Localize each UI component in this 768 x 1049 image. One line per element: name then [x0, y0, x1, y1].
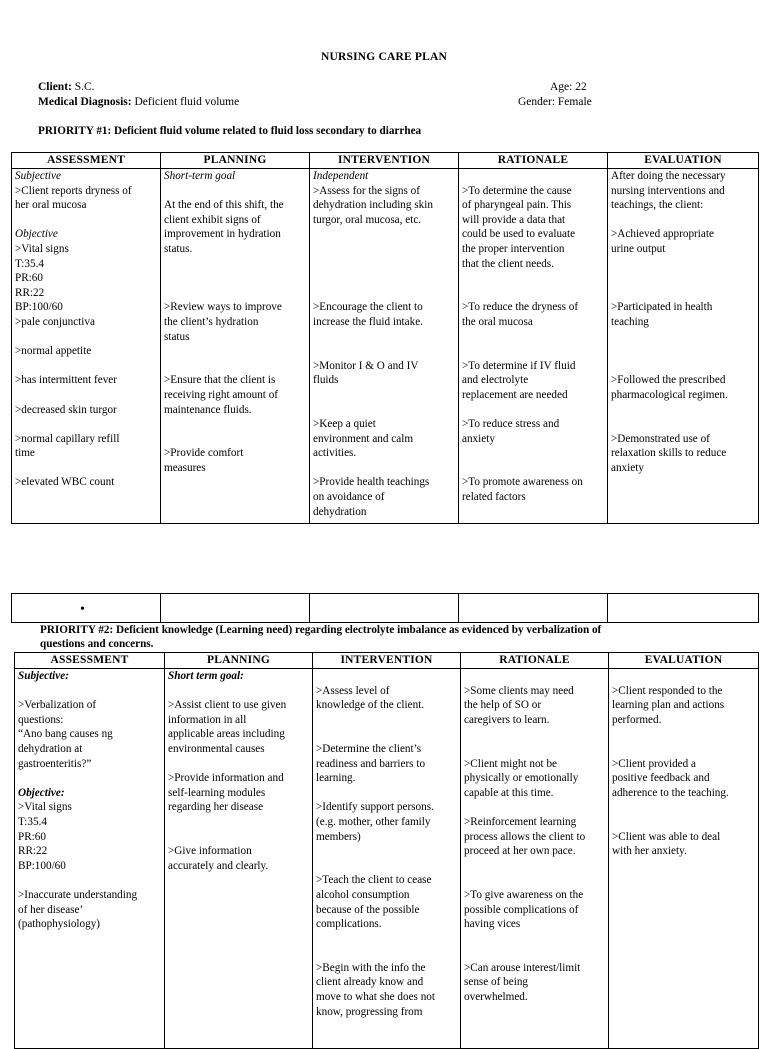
cell-text-line: status.	[164, 242, 193, 255]
cell-text-line: knowledge of the client.	[316, 699, 425, 712]
cell-text-line: >Provide comfort	[164, 447, 244, 460]
cell-text-line: because of the possible	[316, 903, 420, 916]
cell-text-line: >Can arouse interest/limit	[464, 961, 581, 974]
priority1-care-plan-table	[11, 152, 759, 524]
cell-spacer	[18, 771, 161, 786]
cell-spacer	[313, 461, 455, 476]
cell-text-line: >Client might not be	[464, 757, 558, 770]
cell-text-line: T:35.4	[18, 815, 47, 828]
cell-spacer	[164, 344, 306, 359]
age-text: Age: 22	[550, 81, 587, 93]
cell-text-line: Subjective:	[18, 670, 69, 682]
cell-text-line: questions:	[18, 713, 64, 726]
cell-spacer	[612, 800, 755, 815]
cell-text-line: >To determine if IV fluid	[462, 359, 576, 372]
cell-text-line: receiving right amount of	[164, 388, 279, 401]
cell-text-line: caregivers to learn.	[464, 713, 550, 726]
cell-text-line: activities.	[313, 447, 357, 460]
cell-text-line: time	[15, 447, 35, 460]
cell-spacer	[168, 757, 309, 772]
cell-text-line: increase the fluid intake.	[313, 315, 423, 328]
client-label: Client:	[38, 81, 72, 93]
cell-text-line: >has intermittent fever	[15, 374, 117, 387]
cell-spacer	[612, 669, 755, 684]
cell-text-line: >Give information	[168, 845, 252, 858]
cell-text-line: Objective:	[18, 786, 65, 799]
cell-text-line: the help of SO or	[464, 699, 542, 712]
cell-spacer	[611, 257, 755, 272]
cell-text-line: “Ano bang causes ng	[18, 728, 113, 741]
cell-text-line: of her disease’	[18, 903, 84, 916]
separator-cell-3	[310, 594, 459, 623]
cell-text-line: >Monitor I & O and IV	[313, 359, 419, 372]
cell-text-line: performed.	[612, 713, 662, 726]
cell-spacer	[164, 432, 306, 447]
p1-header-intervention: INTERVENTION	[310, 153, 459, 169]
cell-text-line: >Ensure that the client is	[164, 374, 276, 387]
cell-spacer	[462, 403, 604, 418]
p1-intervention-cell	[310, 169, 459, 524]
cell-text-line: teachings, the client:	[611, 199, 704, 212]
cell-text-line: adherence to the teaching.	[612, 786, 729, 799]
cell-text-line: >Review ways to improve	[164, 301, 282, 314]
cell-spacer	[168, 830, 309, 845]
priority1-header-row	[12, 153, 759, 169]
cell-text-line: regarding her disease	[168, 801, 264, 814]
cell-text-line: >Assist client to use given	[168, 699, 287, 712]
cell-text-line: >Provide information and	[168, 772, 284, 785]
cell-text-line: applicable areas including	[168, 728, 285, 741]
cell-spacer	[464, 742, 605, 757]
cell-spacer	[15, 330, 157, 345]
cell-spacer	[464, 800, 605, 815]
cell-spacer	[316, 844, 457, 859]
cell-text-line: >Vital signs	[15, 242, 69, 255]
cell-spacer	[316, 669, 457, 684]
cell-text-line: >Client was able to deal	[612, 830, 721, 843]
cell-text-line: fluids	[313, 374, 339, 387]
cell-text-line: pharmacological regimen.	[611, 388, 728, 401]
diagnosis-label: Medical Diagnosis:	[38, 96, 132, 108]
cell-text-line: >Provide health teachings	[313, 476, 430, 489]
cell-spacer	[316, 786, 457, 801]
cell-text-line: with her anxiety.	[612, 845, 687, 858]
cell-spacer	[316, 946, 457, 961]
diagnosis-value: Deficient fluid volume	[134, 96, 240, 108]
cell-text-line: Subjective	[15, 170, 61, 182]
cell-text-line: dehydration	[313, 505, 367, 518]
cell-text-line: >Some clients may need	[464, 684, 574, 697]
cell-text-line: >Keep a quiet	[313, 418, 376, 431]
cell-text-line: Objective	[15, 228, 58, 241]
cell-text-line: >Achieved appropriate	[611, 228, 714, 241]
cell-text-line: complications.	[316, 918, 382, 931]
cell-spacer	[313, 257, 455, 272]
cell-text-line: >Inaccurate understanding	[18, 888, 138, 901]
cell-text-line: >pale conjunctiva	[15, 315, 95, 328]
cell-spacer	[313, 227, 455, 242]
cell-text-line: accurately and clearly.	[168, 859, 269, 872]
cell-text-line: overwhelmed.	[464, 991, 528, 1004]
p2-header-planning: PLANNING	[165, 653, 313, 669]
cell-spacer	[611, 359, 755, 374]
cell-text-line: BP:100/60	[18, 859, 66, 872]
p1-header-rationale: RATIONALE	[459, 153, 608, 169]
cell-text-line: >Determine the client’s	[316, 742, 422, 755]
priority1-body-row	[12, 169, 759, 524]
cell-text-line: sense of being	[464, 976, 529, 989]
cell-text-line: >Client responded to the	[612, 684, 723, 697]
cell-text-line: and electrolyte	[462, 374, 529, 387]
cell-text-line: information in all	[168, 713, 247, 726]
cell-text-line: readiness and barriers to	[316, 757, 426, 770]
cell-text-line: positive feedback and	[612, 772, 710, 785]
cell-text-line: Short-term goal	[164, 170, 236, 182]
cell-spacer	[611, 213, 755, 228]
cell-text-line: (pathophysiology)	[18, 918, 101, 931]
cell-spacer	[462, 286, 604, 301]
cell-spacer	[313, 388, 455, 403]
p2-rationale-cell	[461, 669, 609, 1049]
separator-cell-1	[12, 594, 161, 623]
cell-text-line: client already know and	[316, 976, 424, 989]
cell-text-line: RR:22	[15, 286, 45, 299]
cell-spacer	[168, 815, 309, 830]
cell-spacer	[462, 446, 604, 461]
cell-spacer	[611, 403, 755, 418]
cell-spacer	[464, 669, 605, 684]
cell-text-line: proceed at her own pace.	[464, 845, 576, 858]
cell-text-line: After doing the necessary	[611, 170, 726, 182]
cell-text-line: >To promote awareness on	[462, 476, 583, 489]
p2-assessment-cell	[15, 669, 165, 1049]
cell-text-line: RR:22	[18, 845, 48, 858]
cell-spacer	[164, 417, 306, 432]
cell-spacer	[313, 403, 455, 418]
cell-spacer	[464, 727, 605, 742]
cell-text-line: >Verbalization of	[18, 699, 97, 712]
priority2-heading-line2: questions and concerns.	[40, 638, 154, 650]
cell-spacer	[168, 684, 309, 699]
p2-header-intervention: INTERVENTION	[313, 653, 461, 669]
p2-header-evaluation: EVALUATION	[609, 653, 759, 669]
cell-spacer	[612, 742, 755, 757]
separator-cell-2	[161, 594, 310, 623]
cell-text-line: >Reinforcement learning	[464, 815, 577, 828]
cell-text-line: >Begin with the info the	[316, 961, 426, 974]
p1-assessment-cell	[12, 169, 161, 524]
cell-text-line: related factors	[462, 491, 526, 504]
cell-spacer	[612, 815, 755, 830]
p2-planning-cell	[165, 669, 313, 1049]
client-value: S.C.	[74, 81, 95, 93]
cell-text-line: >To reduce the dryness of	[462, 301, 579, 314]
cell-text-line: maintenance fluids.	[164, 403, 252, 416]
priority2-care-plan-table	[14, 652, 759, 1049]
cell-text-line: move to what she does not	[316, 991, 436, 1004]
cell-text-line: nursing interventions and	[611, 184, 725, 197]
cell-spacer	[611, 417, 755, 432]
p2-header-assessment: ASSESSMENT	[15, 653, 165, 669]
cell-text-line: relaxation skills to reduce	[611, 447, 727, 460]
cell-text-line: >Assess for the signs of	[313, 184, 420, 197]
separator-cell-5	[608, 594, 759, 623]
cell-text-line: PR:60	[15, 272, 43, 285]
cell-spacer	[611, 344, 755, 359]
cell-text-line: improvement in hydration	[164, 228, 281, 241]
cell-text-line: dehydration including skin	[313, 199, 433, 212]
cell-spacer	[464, 946, 605, 961]
cell-text-line: urine output	[611, 242, 666, 255]
cell-text-line: know, progressing from	[316, 1005, 423, 1018]
cell-spacer	[313, 330, 455, 345]
cell-spacer	[15, 461, 157, 476]
cell-text-line: dehydration at	[18, 742, 83, 755]
cell-text-line: status	[164, 330, 190, 343]
cell-spacer	[316, 859, 457, 874]
p1-planning-cell	[161, 169, 310, 524]
cell-spacer	[15, 359, 157, 374]
cell-text-line: her oral mucosa	[15, 199, 87, 212]
cell-spacer	[15, 417, 157, 432]
cell-text-line: the client’s hydration	[164, 315, 259, 328]
cell-spacer	[15, 213, 157, 228]
cell-text-line: measures	[164, 461, 206, 474]
cell-text-line: the oral mucosa	[462, 315, 533, 328]
cell-text-line: PR:60	[18, 830, 46, 843]
cell-text-line: >Demonstrated use of	[611, 432, 710, 445]
cell-spacer	[18, 684, 161, 699]
separator-bullet: •	[80, 602, 85, 617]
cell-text-line: anxiety	[462, 432, 495, 445]
cell-text-line: >To reduce stress and	[462, 418, 560, 431]
p1-header-evaluation: EVALUATION	[608, 153, 759, 169]
gender-text: Gender: Female	[518, 96, 592, 108]
cell-spacer	[164, 286, 306, 301]
cell-text-line: members)	[316, 830, 361, 843]
priority2-body-row	[15, 669, 759, 1049]
cell-spacer	[464, 932, 605, 947]
separator-row	[12, 594, 759, 623]
cell-text-line: >To give awareness on the	[464, 888, 584, 901]
client-line	[38, 80, 95, 95]
cell-spacer	[462, 330, 604, 345]
cell-text-line: on avoidance of	[313, 491, 385, 504]
cell-text-line: (e.g. mother, other family	[316, 815, 431, 828]
cell-spacer	[316, 713, 457, 728]
p2-evaluation-cell	[609, 669, 759, 1049]
cell-text-line: >Client reports dryness of	[15, 184, 132, 197]
cell-spacer	[164, 359, 306, 374]
cell-spacer	[316, 727, 457, 742]
cell-text-line: >Vital signs	[18, 801, 72, 814]
cell-text-line: At the end of this shift, the	[164, 199, 284, 212]
cell-text-line: >Client provided a	[612, 757, 696, 770]
cell-text-line: will provide a data that	[462, 213, 566, 226]
cell-spacer	[313, 242, 455, 257]
p2-intervention-cell	[313, 669, 461, 1049]
cell-text-line: gastroenteritis?”	[18, 757, 92, 770]
cell-text-line: environment and calm	[313, 432, 414, 445]
cell-spacer	[313, 271, 455, 286]
cell-spacer	[462, 271, 604, 286]
cell-text-line: environmental causes	[168, 742, 265, 755]
cell-text-line: >Assess level of	[316, 684, 390, 697]
cell-spacer	[164, 257, 306, 272]
cell-text-line: Short term goal:	[168, 670, 244, 682]
page-title: NURSING CARE PLAN	[320, 51, 448, 63]
cell-spacer	[313, 286, 455, 301]
separator-cell-4	[459, 594, 608, 623]
cell-text-line: learning.	[316, 772, 356, 785]
p2-header-rationale: RATIONALE	[461, 653, 609, 669]
cell-spacer	[611, 286, 755, 301]
cell-spacer	[164, 184, 306, 199]
cell-text-line: >To determine the cause	[462, 184, 572, 197]
cell-text-line: self-learning modules	[168, 786, 266, 799]
cell-text-line: >Encourage the client to	[313, 301, 423, 314]
priority2-header-row	[15, 653, 759, 669]
cell-spacer	[612, 727, 755, 742]
cell-text-line: process allows the client to	[464, 830, 586, 843]
cell-text-line: could be used to evaluate	[462, 228, 576, 241]
cell-spacer	[18, 873, 161, 888]
cell-text-line: replacement are needed	[462, 388, 568, 401]
cell-text-line: client exhibit signs of	[164, 213, 261, 226]
cell-text-line: >Teach the client to cease	[316, 874, 432, 887]
p1-rationale-cell	[459, 169, 608, 524]
cell-spacer	[464, 873, 605, 888]
cell-text-line: of pharyngeal pain. This	[462, 199, 572, 212]
cell-spacer	[313, 344, 455, 359]
cell-text-line: Independent	[313, 170, 369, 182]
cell-text-line: >normal capillary refill	[15, 432, 120, 445]
cell-spacer	[464, 859, 605, 874]
cell-text-line: >decreased skin turgor	[15, 403, 117, 416]
cell-text-line: having vices	[464, 918, 521, 931]
priority1-heading: PRIORITY #1: Deficient fluid volume related to fluid loss secondary to diarrhea	[38, 125, 422, 137]
p1-header-assessment: ASSESSMENT	[12, 153, 161, 169]
cell-spacer	[462, 461, 604, 476]
cell-text-line: >Followed the prescribed	[611, 374, 726, 387]
cell-spacer	[611, 330, 755, 345]
cell-text-line: T:35.4	[15, 257, 44, 270]
priority2-heading-line1: PRIORITY #2: Deficient knowledge (Learning need) regarding electrolyte imbalance as evidenced by verbalization of	[40, 624, 602, 636]
cell-text-line: >Identify support persons.	[316, 801, 434, 814]
cell-text-line: that the client needs.	[462, 257, 554, 270]
cell-text-line: >Participated in health	[611, 301, 713, 314]
cell-spacer	[611, 271, 755, 286]
cell-text-line: learning plan and actions	[612, 699, 725, 712]
cell-spacer	[164, 271, 306, 286]
p1-header-planning: PLANNING	[161, 153, 310, 169]
p1-evaluation-cell	[608, 169, 759, 524]
cell-text-line: teaching	[611, 315, 649, 328]
cell-text-line: possible complications of	[464, 903, 579, 916]
cell-text-line: >elevated WBC count	[15, 476, 115, 489]
cell-spacer	[316, 932, 457, 947]
separator-table	[11, 593, 759, 623]
cell-text-line: alcohol consumption	[316, 888, 410, 901]
cell-text-line: >normal appetite	[15, 345, 92, 358]
cell-spacer	[15, 388, 157, 403]
cell-text-line: BP:100/60	[15, 301, 63, 314]
cell-text-line: anxiety	[611, 461, 644, 474]
cell-text-line: the proper intervention	[462, 242, 565, 255]
cell-text-line: physically or emotionally	[464, 772, 579, 785]
cell-spacer	[462, 344, 604, 359]
diagnosis-line	[38, 95, 239, 110]
cell-text-line: turgor, oral mucosa, etc.	[313, 213, 422, 226]
cell-spacer	[462, 169, 604, 184]
cell-text-line: capable at this time.	[464, 786, 554, 799]
